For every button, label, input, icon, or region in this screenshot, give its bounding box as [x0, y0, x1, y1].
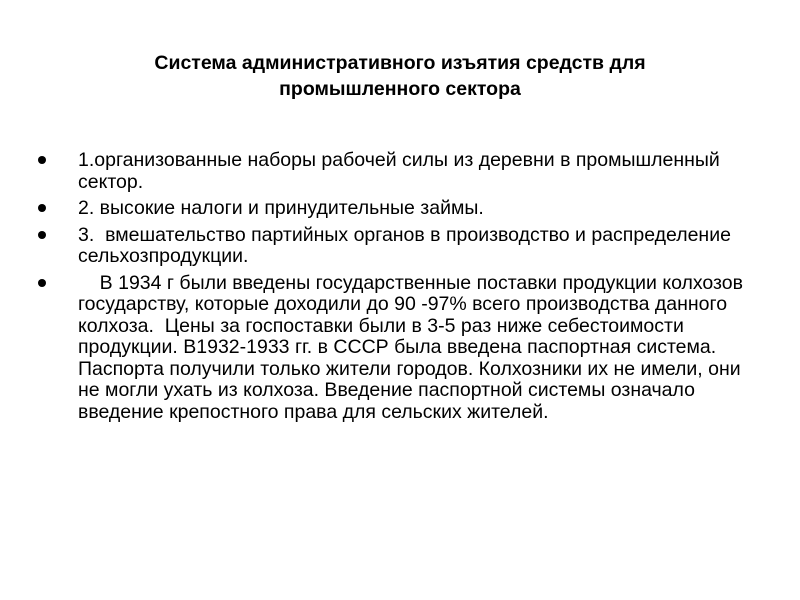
slide-title [90, 50, 710, 102]
bullet-item-1 [0, 150, 758, 193]
slide-title-line-2: промышленного сектора [279, 78, 521, 100]
bullet-dot-icon [38, 231, 46, 239]
bullet-item-4 [0, 273, 758, 424]
bullet-text-1: 1.организованные наборы рабочей силы из деревни в промышленный сектор. [78, 149, 726, 193]
bullet-dot-icon [38, 156, 46, 164]
bullet-dot-icon [38, 204, 46, 212]
slide-title-line-1: Система административного изъятия средств для [154, 52, 646, 74]
bullet-dot-icon [38, 279, 46, 287]
bullet-item-2 [0, 198, 758, 220]
bullet-text-3: 3. вмешательство партийных органов в производство и распределение сельхозпродукции. [78, 223, 737, 267]
bullet-text-2: 2. высокие налоги и принудительные займы. [78, 197, 484, 219]
bullet-text-4: В 1934 г были введены государственные поставки продукции колхозов государству, которые доходили до 90 -97% всего производства данного колхоза. Цены за госпоставки были в 3-5 раз ниже себестоимости продукции. В1932-1933 гг. в СССР была введена паспортная система. Паспорта получили только жители городов. Колхозники их не имели, они не могли ухать из колхоза. Введение паспортной системы означало введение крепостного права для сельских жителей. [78, 271, 749, 423]
bullet-item-3 [0, 225, 758, 268]
bullet-list [0, 150, 758, 423]
